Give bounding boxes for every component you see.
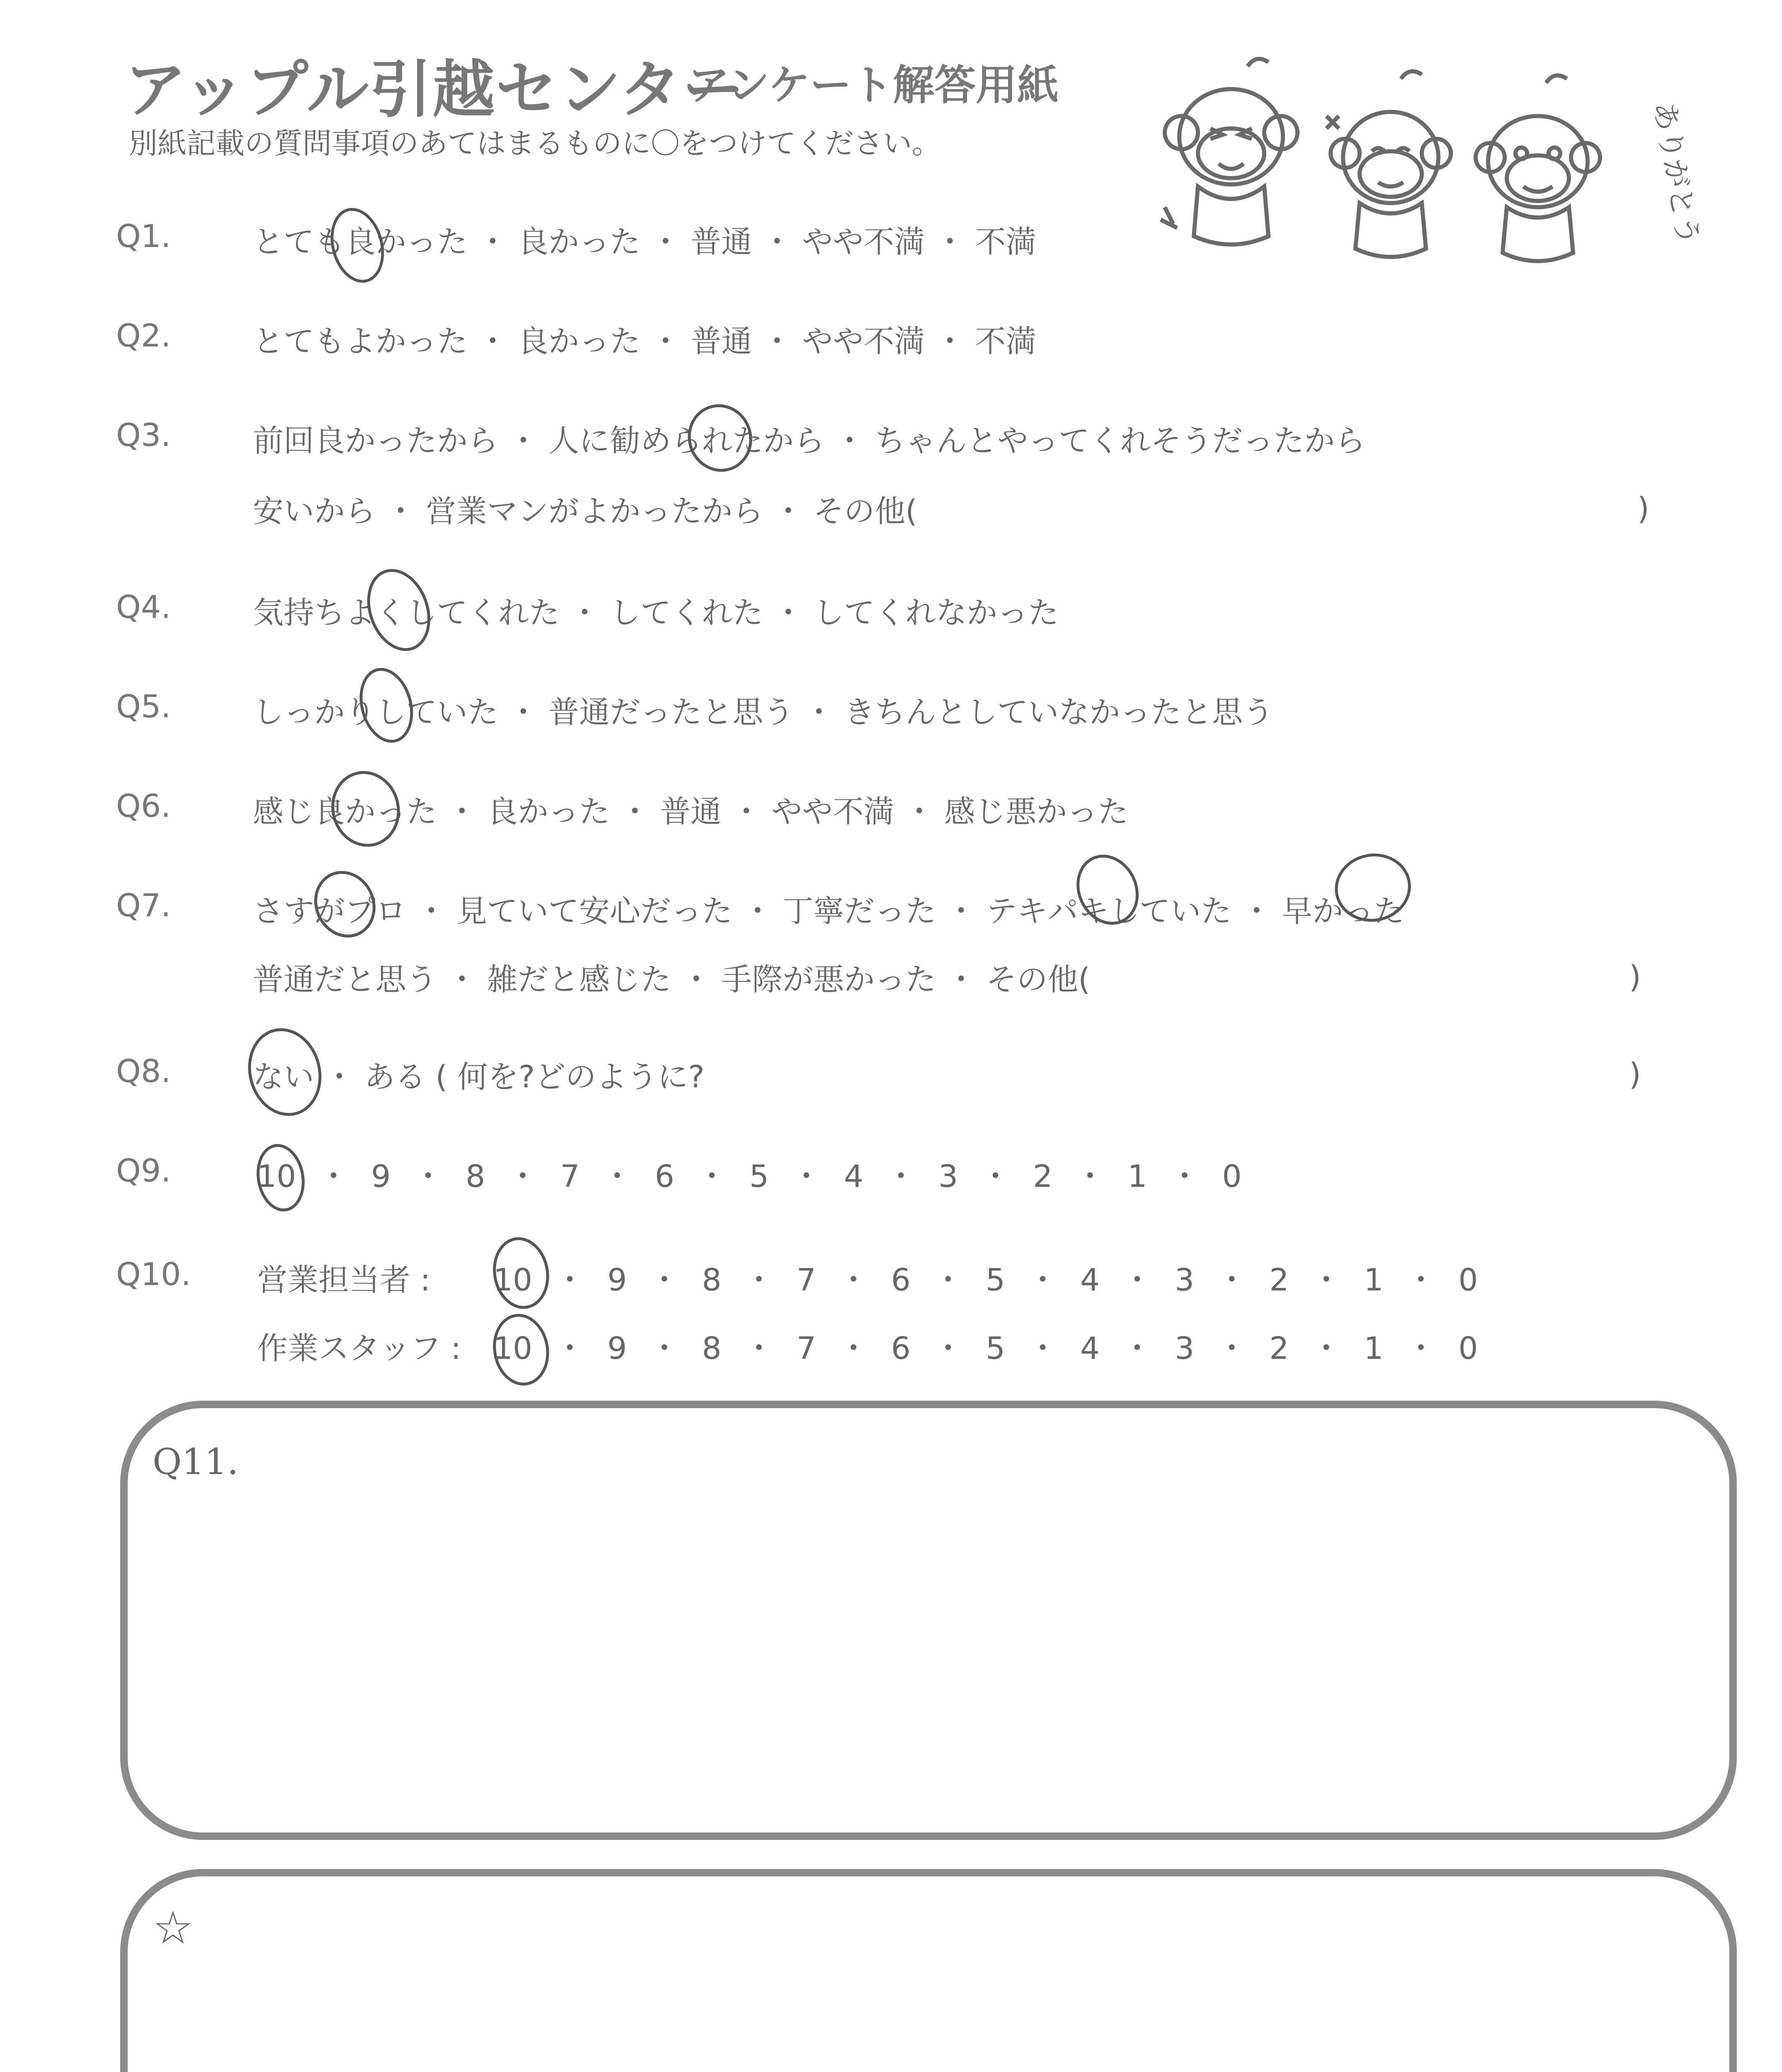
q7-answer-circle-1 [303, 861, 386, 947]
q1-answer-circle [322, 202, 392, 289]
q7-label: Q7. [116, 887, 171, 924]
star-icon: ☆ [153, 1901, 194, 1954]
q10-sales-answer-circle [487, 1233, 555, 1314]
q10-staff-answer-circle [487, 1310, 555, 1390]
q3-answer-circle [679, 395, 762, 481]
q6-label: Q6. [116, 787, 171, 824]
form-title: アップル引越センター [124, 54, 745, 126]
q8-close-paren: ) [1629, 1057, 1641, 1092]
q10-label: Q10. [116, 1256, 191, 1293]
q9-answer-circle [252, 1140, 310, 1215]
monkey-mascot-icon [1326, 71, 1451, 257]
q10-staff-scale[interactable]: 10 ・ 9 ・ 8 ・ 7 ・ 6 ・ 5 ・ 4 ・ 3 ・ 2 ・ 1 ・ 0 [493, 1331, 1478, 1366]
q3-options-line2[interactable]: 安いから ・ 営業マンがよかったから ・ その他( [253, 494, 917, 529]
q5-options[interactable]: しっかりしていた ・ 普通だったと思う ・ きちんとしていなかったと思う [253, 695, 1274, 730]
q6-answer-circle [323, 763, 408, 854]
form-subtitle: アンケート解答用紙 [688, 61, 1059, 109]
star-comment-box[interactable] [120, 1869, 1737, 2072]
q8-label: Q8. [116, 1053, 171, 1089]
q6-options[interactable]: 感じ良かった ・ 良かった ・ 普通 ・ やや不満 ・ 感じ悪かった [253, 794, 1129, 830]
q4-options[interactable]: 気持ちよくしてくれた ・ してくれた ・ してくれなかった [253, 595, 1059, 631]
q7-options-line1[interactable]: さすがプロ ・ 見ていて安心だった ・ 丁寧だった ・ テキパキしていた ・ 早かった [253, 893, 1405, 929]
q9-label: Q9. [116, 1152, 171, 1189]
instruction-text: 別紙記載の質問事項のあてはまるものに〇をつけてください。 [128, 126, 941, 160]
q4-answer-circle [356, 560, 441, 660]
q11-label: Q11. [153, 1441, 239, 1483]
q2-label: Q2. [116, 317, 171, 354]
q3-label: Q3. [116, 416, 171, 453]
q10-sales-scale[interactable]: 10 ・ 9 ・ 8 ・ 7 ・ 6 ・ 5 ・ 4 ・ 3 ・ 2 ・ 1 ・ 0 [493, 1262, 1478, 1298]
q7-options-line2[interactable]: 普通だと思う ・ 雑だと感じた ・ 手際が悪かった ・ その他( [253, 962, 1091, 997]
q8-options[interactable]: ない ・ ある ( 何を?どのように? [253, 1059, 705, 1095]
q1-label: Q1. [116, 218, 171, 254]
q8-answer-circle [238, 1020, 331, 1124]
q7-close-paren: ) [1629, 959, 1641, 995]
q10-staff-label: 作業スタッフ : [257, 1331, 461, 1366]
monkey-mascot-icon [1161, 59, 1297, 244]
monkey-mascots-illustration [1152, 50, 1708, 282]
q1-options[interactable]: とても良かった ・ 良かった ・ 普通 ・ やや不満 ・ 不満 [253, 224, 1037, 260]
q5-answer-circle [352, 662, 421, 749]
thanks-text: ありがとう [1647, 99, 1706, 248]
q3-options-line1[interactable]: 前回良かったから ・ 人に勧められたから ・ ちゃんとやってくれそうだったから [253, 423, 1366, 459]
q2-options[interactable]: とてもよかった ・ 良かった ・ 普通 ・ やや不満 ・ 不満 [253, 324, 1037, 359]
q5-label: Q5. [116, 688, 171, 725]
q10-sales-label: 営業担当者 : [257, 1262, 431, 1298]
q9-scale[interactable]: 10 ・ 9 ・ 8 ・ 7 ・ 6 ・ 5 ・ 4 ・ 3 ・ 2 ・ 1 ・ 0 [257, 1159, 1242, 1194]
q11-comment-box[interactable] [120, 1401, 1737, 1840]
q4-label: Q4. [116, 588, 171, 625]
monkey-mascot-icon [1476, 75, 1600, 261]
q3-close-paren: ) [1637, 491, 1649, 527]
